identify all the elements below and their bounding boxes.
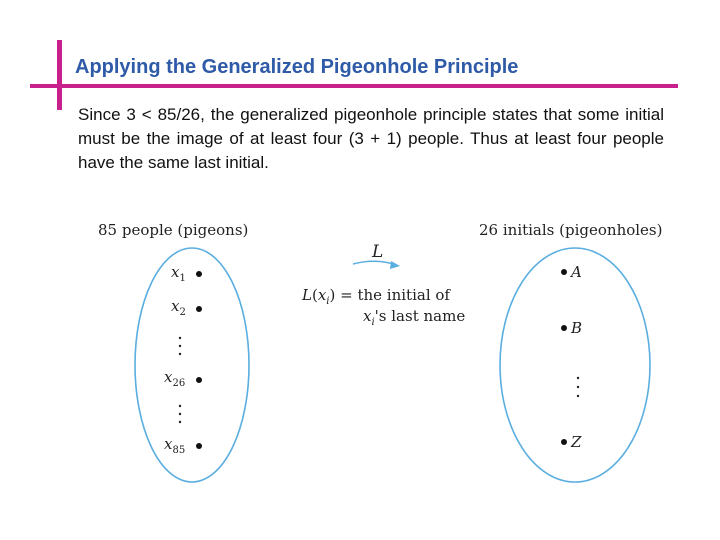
pigeon-x1 [171, 263, 202, 284]
pigeonhole-ellipsis [577, 377, 579, 397]
pigeon-x85 [164, 435, 202, 456]
mapping-arrow-label: L [372, 242, 384, 262]
svg-text:xi's last name: $x_i's$ last name [363, 307, 466, 328]
svg-text:Z: Z [571, 433, 582, 451]
svg-text:B: B [571, 319, 583, 337]
svg-text:L(xi) = the initial of: $L(x_i)$ = the initial of [302, 286, 450, 307]
left-group-label: 85 people (pigeons) [98, 221, 249, 239]
pigeonhole-B [561, 319, 582, 337]
mapping-arrow-head [390, 261, 400, 269]
slide-body: Since 3 < 85/26, the generalized pigeonhole principle states that some initial must be the image of at least four (3 + 1) people. Thus at least four people have the same last initial. [78, 105, 664, 172]
svg-text:x26: $x_{26}$ [164, 368, 186, 389]
pigeon-ellipsis-1 [179, 337, 181, 355]
pigeon-x2 [171, 297, 202, 318]
pigeon-ellipsis-2 [179, 405, 181, 423]
pigeonhole-Z [561, 433, 582, 451]
pigeon-x26 [164, 368, 202, 389]
svg-text:x1: $x_1$ [171, 263, 186, 284]
svg-text:A: A [571, 263, 582, 281]
svg-text:x85: $x_{85}$ [164, 435, 186, 456]
pigeons-ellipse [135, 248, 249, 482]
pigeonhole-A [561, 263, 582, 281]
right-group-label: 26 initials (pigeonholes) [479, 221, 663, 239]
svg-text:x2: $x_2$ [171, 297, 186, 318]
slide-title: Applying the Generalized Pigeonhole Principle [75, 56, 519, 78]
mapping-definition [301, 286, 465, 328]
mapping-arrow [353, 261, 396, 265]
